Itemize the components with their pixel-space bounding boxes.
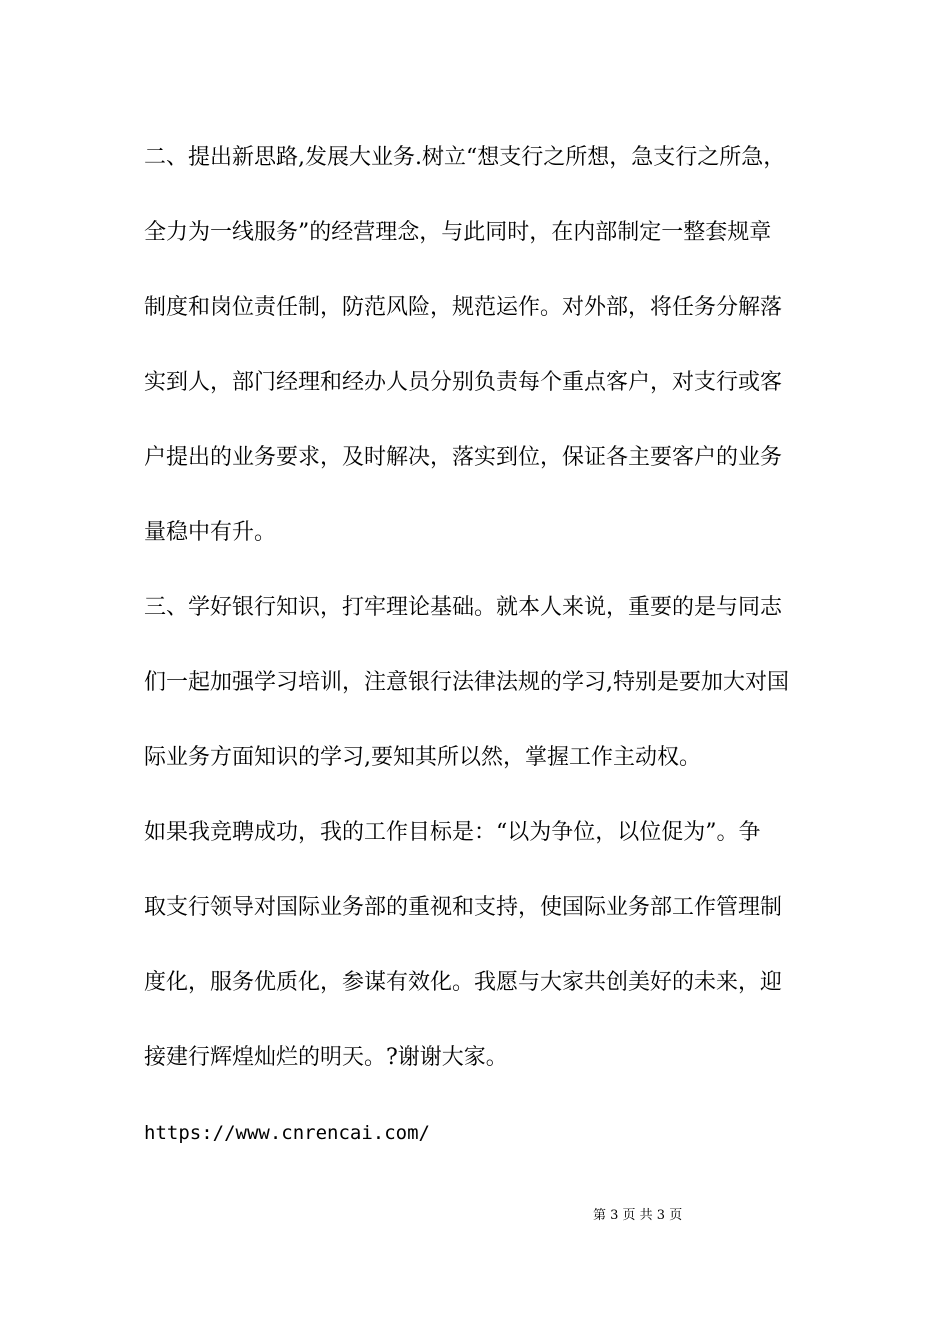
paragraph-3	[144, 586, 812, 811]
text-line: 实到人，部门经理和经办人员分别负责每个重点客户，对支行或客	[144, 370, 783, 395]
paragraph-goal	[144, 811, 812, 1111]
text-line: 际业务方面知识的学习,要知其所以然，掌握工作主动权。	[144, 745, 701, 770]
text-line: 户提出的业务要求，及时解决，落实到位，保证各主要客户的业务	[144, 445, 783, 470]
document-body	[144, 136, 812, 1186]
paragraph-2	[144, 136, 812, 586]
text-line: 二、提出新思路,发展大业务.树立“想支行之所想，急支行之所急，	[144, 145, 786, 170]
text-line: 度化，服务优质化，参谋有效化。我愿与大家共创美好的未来，迎	[144, 970, 783, 995]
page-number-label: 第 3 页 共 3 页	[593, 1208, 683, 1223]
text-line: 量稳中有升。	[144, 520, 277, 545]
source-url: https://www.cnrencai.com/	[144, 1122, 430, 1144]
text-line: 制度和岗位责任制，防范风险，规范运作。对外部，将任务分解落	[144, 295, 783, 320]
text-line: 们一起加强学习培训，注意银行法律法规的学习,特别是要加大对国	[144, 670, 789, 695]
text-line: 接建行辉煌灿烂的明天。?谢谢大家。	[144, 1045, 508, 1070]
text-line: 取支行领导对国际业务部的重视和支持，使国际业务部工作管理制	[144, 895, 783, 920]
text-line: 三、学好银行知识，打牢理论基础。就本人来说，重要的是与同志	[144, 595, 783, 620]
text-line: 如果我竞聘成功，我的工作目标是：“以为争位，以位促为”。争	[144, 820, 761, 845]
text-line: 全力为一线服务”的经营理念，与此同时，在内部制定一整套规章	[144, 220, 772, 245]
